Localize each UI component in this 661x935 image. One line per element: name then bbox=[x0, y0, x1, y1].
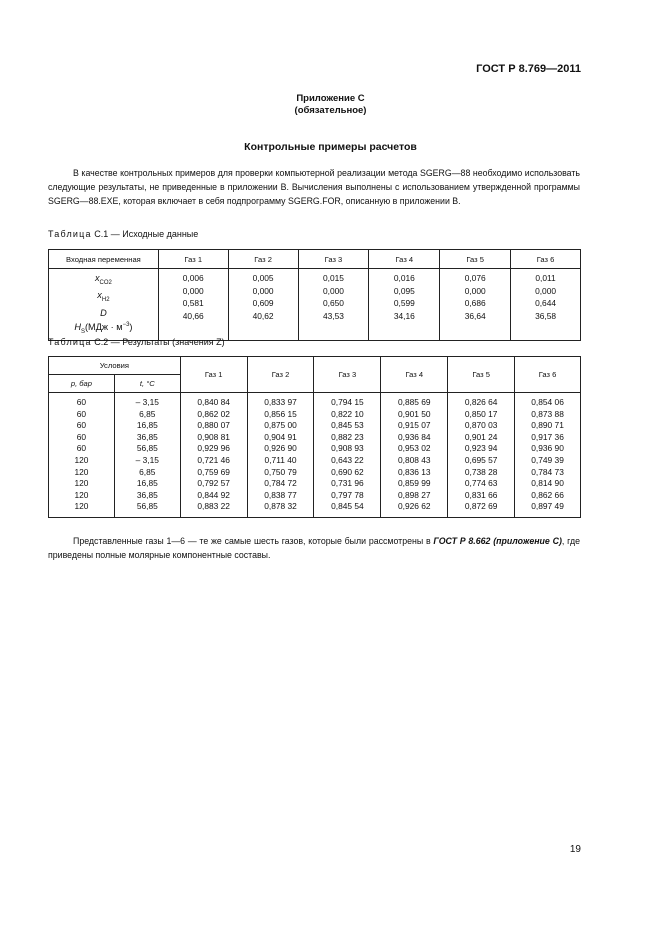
gas-values-cell: 0,006 0,000 0,581 40,66 bbox=[158, 269, 228, 341]
z-value-cell: 0,808 43 bbox=[381, 455, 448, 467]
z-value-cell: 0,797 78 bbox=[314, 490, 381, 502]
z-value-cell: 0,908 81 bbox=[180, 432, 247, 444]
variable-labels-cell bbox=[49, 269, 159, 341]
table1-header: Газ 2 bbox=[228, 250, 298, 269]
table1-data-row bbox=[49, 269, 581, 341]
temperature-cell: – 3,15 bbox=[114, 393, 180, 409]
z-value-cell: 0,908 93 bbox=[314, 443, 381, 455]
z-value-cell: 0,838 77 bbox=[247, 490, 314, 502]
table2-data-row bbox=[49, 409, 581, 421]
section-title: Контрольные примеры расчетов bbox=[244, 141, 417, 153]
annex-status: (обязательное) bbox=[294, 105, 367, 116]
z-value-cell: 0,885 69 bbox=[381, 393, 448, 409]
z-value-cell: 0,901 50 bbox=[381, 409, 448, 421]
z-value-cell: 0,915 07 bbox=[381, 420, 448, 432]
pressure-cell: 120 bbox=[49, 501, 115, 517]
temperature-cell: 56,85 bbox=[114, 443, 180, 455]
page-number: 19 bbox=[569, 844, 581, 855]
table2-caption-prefix: Таблица bbox=[48, 337, 92, 347]
document-code: ГОСТ Р 8.769—2011 bbox=[476, 63, 581, 75]
z-value-cell: 0,731 96 bbox=[314, 478, 381, 490]
temperature-header: t, °С bbox=[114, 375, 180, 393]
z-value-cell: 0,845 54 bbox=[314, 501, 381, 517]
temperature-cell: 56,85 bbox=[114, 501, 180, 517]
gas-values-cell: 0,076 0,000 0,686 36,64 bbox=[440, 269, 511, 341]
var-hs: $H_S(МДж \cdot м^{-3})$ bbox=[74, 322, 133, 336]
z-value-cell: 0,917 36 bbox=[515, 432, 581, 444]
gas-header: Газ 5 bbox=[448, 357, 515, 393]
temperature-cell: 36,85 bbox=[114, 432, 180, 444]
table1-header: Входная переменная bbox=[49, 250, 159, 269]
pressure-cell: 60 bbox=[49, 393, 115, 409]
z-value-cell: 0,859 99 bbox=[381, 478, 448, 490]
z-value-cell: 0,890 71 bbox=[515, 420, 581, 432]
z-value-cell: 0,844 92 bbox=[180, 490, 247, 502]
pressure-cell: 120 bbox=[49, 490, 115, 502]
temperature-cell: 16,85 bbox=[114, 478, 180, 490]
table2-data-row bbox=[49, 393, 581, 409]
z-value-cell: 0,833 97 bbox=[247, 393, 314, 409]
z-value-cell: 0,749 39 bbox=[515, 455, 581, 467]
gas-header: Газ 4 bbox=[381, 357, 448, 393]
z-value-cell: 0,883 22 bbox=[180, 501, 247, 517]
z-value-cell: 0,926 90 bbox=[247, 443, 314, 455]
var-d: D bbox=[100, 307, 107, 318]
table2-header-row bbox=[49, 357, 581, 375]
z-value-cell: 0,870 03 bbox=[448, 420, 515, 432]
table1-header: Газ 3 bbox=[298, 250, 369, 269]
pressure-cell: 60 bbox=[49, 420, 115, 432]
z-value-cell: 0,711 40 bbox=[247, 455, 314, 467]
table1-header-row bbox=[49, 250, 581, 269]
table1-caption-prefix: Таблица bbox=[48, 229, 92, 239]
z-value-cell: 0,926 62 bbox=[381, 501, 448, 517]
z-value-cell: 0,794 15 bbox=[314, 393, 381, 409]
z-value-cell: 0,856 15 bbox=[247, 409, 314, 421]
z-value-cell: 0,880 07 bbox=[180, 420, 247, 432]
z-value-cell: 0,784 73 bbox=[515, 467, 581, 479]
z-value-cell: 0,872 69 bbox=[448, 501, 515, 517]
z-value-cell: 0,850 17 bbox=[448, 409, 515, 421]
table1-caption bbox=[48, 229, 198, 239]
z-value-cell: 0,721 46 bbox=[180, 455, 247, 467]
temperature-cell: – 3,15 bbox=[114, 455, 180, 467]
z-value-cell: 0,854 06 bbox=[515, 393, 581, 409]
z-value-cell: 0,901 24 bbox=[448, 432, 515, 444]
table2-caption-text: С.2 — Результаты (значения Z) bbox=[94, 337, 225, 347]
gas-header: Газ 3 bbox=[314, 357, 381, 393]
z-value-cell: 0,923 94 bbox=[448, 443, 515, 455]
z-value-cell: 0,792 57 bbox=[180, 478, 247, 490]
z-value-cell: 0,822 10 bbox=[314, 409, 381, 421]
temperature-cell: 6,85 bbox=[114, 409, 180, 421]
gas-header: Газ 6 bbox=[515, 357, 581, 393]
results-table bbox=[48, 356, 581, 518]
table1-caption-text: С.1 — Исходные данные bbox=[94, 229, 199, 239]
pressure-cell: 120 bbox=[49, 455, 115, 467]
note-paragraph bbox=[48, 534, 580, 562]
z-value-cell: 0,831 66 bbox=[448, 490, 515, 502]
z-value-cell: 0,845 53 bbox=[314, 420, 381, 432]
table2-data-row bbox=[49, 467, 581, 479]
z-value-cell: 0,904 91 bbox=[247, 432, 314, 444]
z-value-cell: 0,882 23 bbox=[314, 432, 381, 444]
z-value-cell: 0,936 84 bbox=[381, 432, 448, 444]
table2-data-row bbox=[49, 478, 581, 490]
gas-header: Газ 1 bbox=[180, 357, 247, 393]
annex-heading bbox=[0, 93, 661, 117]
var-xco2: $x_{CO2}$ bbox=[94, 273, 112, 286]
table1-header: Газ 4 bbox=[369, 250, 440, 269]
z-value-cell: 0,814 90 bbox=[515, 478, 581, 490]
z-value-cell: 0,774 63 bbox=[448, 478, 515, 490]
table2-caption bbox=[48, 337, 225, 347]
temperature-cell: 6,85 bbox=[114, 467, 180, 479]
gas-header: Газ 2 bbox=[247, 357, 314, 393]
z-value-cell: 0,840 84 bbox=[180, 393, 247, 409]
temperature-cell: 16,85 bbox=[114, 420, 180, 432]
table2-data-row bbox=[49, 432, 581, 444]
z-value-cell: 0,750 79 bbox=[247, 467, 314, 479]
pressure-cell: 120 bbox=[49, 478, 115, 490]
gas-values-cell: 0,015 0,000 0,650 43,53 bbox=[298, 269, 369, 341]
z-value-cell: 0,878 32 bbox=[247, 501, 314, 517]
z-value-cell: 0,875 00 bbox=[247, 420, 314, 432]
conditions-header: Условия bbox=[49, 357, 181, 375]
z-value-cell: 0,862 02 bbox=[180, 409, 247, 421]
table1-header: Газ 6 bbox=[511, 250, 581, 269]
table2-data-row bbox=[49, 490, 581, 502]
z-value-cell: 0,784 72 bbox=[247, 478, 314, 490]
z-value-cell: 0,695 57 bbox=[448, 455, 515, 467]
z-value-cell: 0,898 27 bbox=[381, 490, 448, 502]
table2-data-row bbox=[49, 420, 581, 432]
pressure-cell: 60 bbox=[49, 443, 115, 455]
z-value-cell: 0,643 22 bbox=[314, 455, 381, 467]
gas-values-cell: 0,016 0,095 0,599 34,16 bbox=[369, 269, 440, 341]
intro-paragraph: В качестве контрольных примеров для проверки компьютерной реализации метода SGERG—88 необходимо использовать следующие результаты, не приведенные в приложении В. Вычисления выполнены с использованием утвержденной программы SGERG—88.EXE, которая включает в себя подпрограмму SGERG.FOR, описанную в приложении В. bbox=[48, 168, 580, 206]
pressure-cell: 120 bbox=[49, 467, 115, 479]
note-text-after: , где приведены полные молярные компонентные составы. bbox=[48, 536, 580, 560]
z-value-cell: 0,936 90 bbox=[515, 443, 581, 455]
pressure-cell: 60 bbox=[49, 432, 115, 444]
z-value-cell: 0,929 96 bbox=[180, 443, 247, 455]
z-value-cell: 0,826 64 bbox=[448, 393, 515, 409]
z-value-cell: 0,953 02 bbox=[381, 443, 448, 455]
note-text-before: Представленные газы 1—6 — те же самые шесть газов, которые были рассмотрены в bbox=[73, 536, 434, 546]
table1-header: Газ 1 bbox=[158, 250, 228, 269]
z-value-cell: 0,738 28 bbox=[448, 467, 515, 479]
gas-values-cell: 0,011 0,000 0,644 36,58 bbox=[511, 269, 581, 341]
temperature-cell: 36,85 bbox=[114, 490, 180, 502]
pressure-header: p, бар bbox=[49, 375, 115, 393]
pressure-cell: 60 bbox=[49, 409, 115, 421]
table2-data-row bbox=[49, 443, 581, 455]
note-reference: ГОСТ Р 8.662 (приложение С) bbox=[433, 536, 562, 546]
z-value-cell: 0,873 88 bbox=[515, 409, 581, 421]
z-value-cell: 0,862 66 bbox=[515, 490, 581, 502]
table2-data-row bbox=[49, 455, 581, 467]
z-value-cell: 0,897 49 bbox=[515, 501, 581, 517]
z-value-cell: 0,690 62 bbox=[314, 467, 381, 479]
results-table-body bbox=[49, 393, 581, 518]
var-xh2: $x_{H2}$ bbox=[97, 290, 110, 304]
input-data-table bbox=[48, 249, 581, 341]
gas-values-cell: 0,005 0,000 0,609 40,62 bbox=[228, 269, 298, 341]
table2-data-row bbox=[49, 501, 581, 517]
z-value-cell: 0,759 69 bbox=[180, 467, 247, 479]
table1-header: Газ 5 bbox=[440, 250, 511, 269]
z-value-cell: 0,836 13 bbox=[381, 467, 448, 479]
annex-title: Приложение С bbox=[296, 93, 365, 104]
